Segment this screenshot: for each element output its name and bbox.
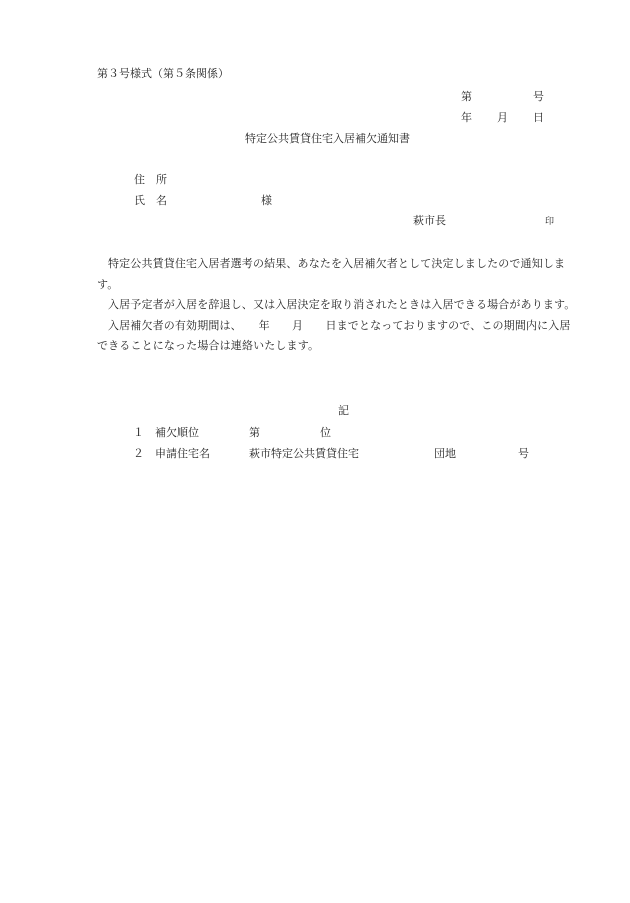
ki-heading: 記 bbox=[338, 404, 349, 417]
address-label: 住 所 bbox=[134, 173, 167, 186]
number-dai: 第 bbox=[461, 90, 472, 103]
form-label: 第３号様式（第５条関係） bbox=[97, 67, 229, 80]
body-paragraph-2: 入居予定者が入居を辞退し、又は入居決定を取り消されたときは入居できる場合があります。 bbox=[108, 298, 576, 311]
item-1-number: １ bbox=[133, 426, 144, 439]
honorific-sama: 様 bbox=[261, 194, 272, 207]
item-2-number: ２ bbox=[133, 447, 144, 460]
item-2-label: 申請住宅名 bbox=[155, 447, 210, 460]
name-label: 氏 名 bbox=[134, 194, 167, 207]
date-month: 月 bbox=[497, 111, 508, 124]
item-1-label: 補欠順位 bbox=[155, 426, 199, 439]
seal-mark: 印 bbox=[545, 217, 555, 227]
item-1-dai: 第 bbox=[249, 426, 260, 439]
body-paragraph-1: 特定公共賃貸住宅入居者選考の結果、あなたを入居補欠者として決定しましたので通知します。 bbox=[97, 257, 566, 291]
date-year: 年 bbox=[461, 111, 472, 124]
sender-name: 萩市長 bbox=[413, 214, 446, 227]
document-title: 特定公共賃貸住宅入居補欠通知書 bbox=[245, 132, 410, 145]
number-go: 号 bbox=[533, 90, 544, 103]
date-day: 日 bbox=[533, 111, 544, 124]
item-2-danchi: 団地 bbox=[434, 447, 456, 460]
item-2-go: 号 bbox=[518, 447, 529, 460]
body-text bbox=[97, 254, 580, 357]
item-2-housing-name: 萩市特定公共賃貸住宅 bbox=[249, 447, 359, 460]
item-1-i: 位 bbox=[320, 426, 331, 439]
body-paragraph-3: 入居補欠者の有効期間は、 年 月 日までとなっておりますので、この期間内に入居できることになった場合は連絡いたします。 bbox=[97, 318, 571, 352]
